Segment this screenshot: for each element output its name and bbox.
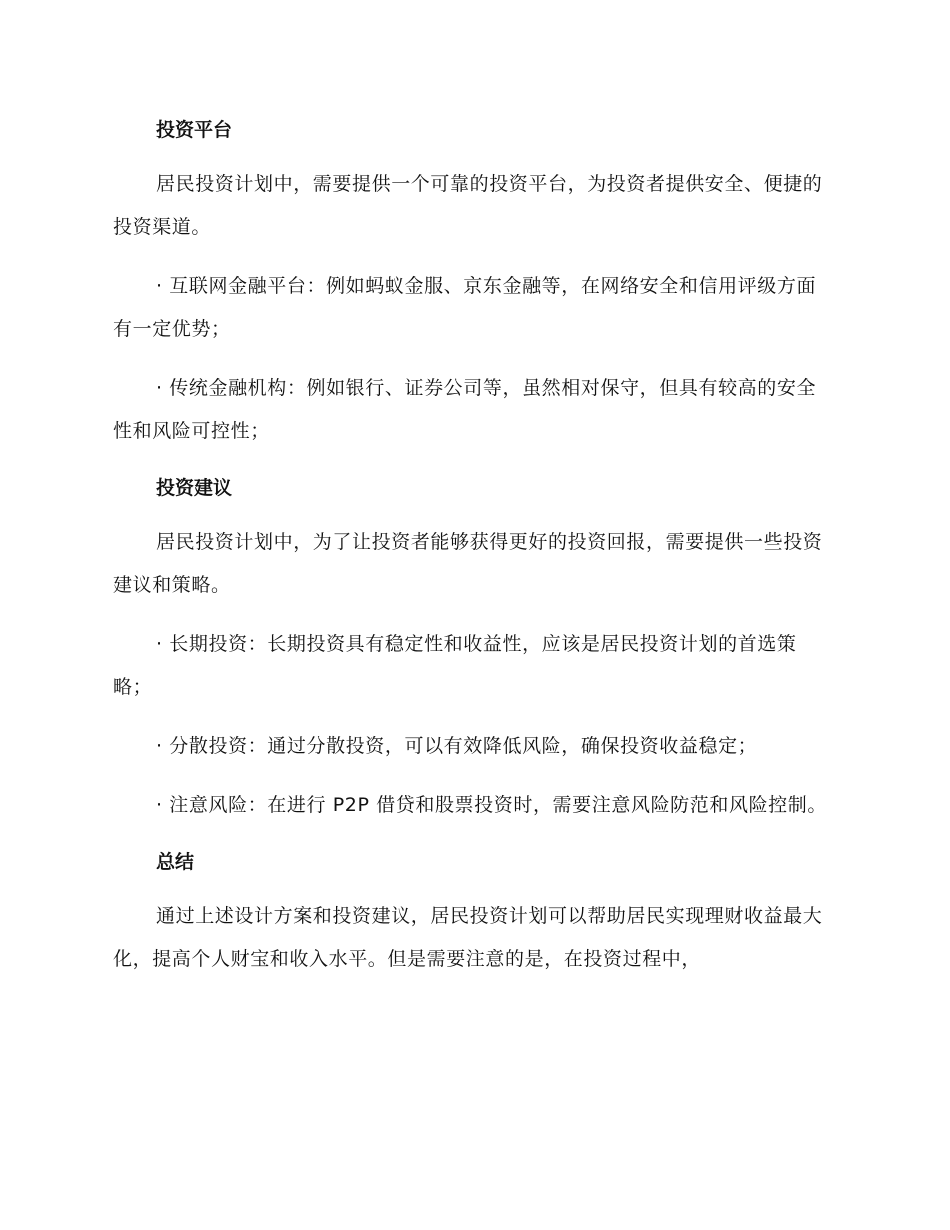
- document-page: [113, 111, 835, 997]
- paragraph: 通过上述设计方案和投资建议，居民投资计划可以帮助居民实现理财收益最大化，提高个人财宝和收入水平。但是需要注意的是，在投资过程中，: [113, 905, 823, 970]
- section-summary: [113, 843, 835, 981]
- section-investment-platform: [113, 111, 835, 453]
- paragraph: 居民投资计划中，需要提供一个可靠的投资平台，为投资者提供安全、便捷的投资渠道。: [113, 173, 823, 238]
- bullet-item: · 分散投资：通过分散投资，可以有效降低风险，确保投资收益稳定；: [156, 735, 758, 757]
- paragraph: 居民投资计划中，为了让投资者能够获得更好的投资回报，需要提供一些投资建议和策略。: [113, 531, 823, 596]
- section-heading: 总结: [156, 851, 195, 873]
- section-heading: 投资建议: [156, 477, 233, 499]
- bullet-item: · 长期投资：长期投资具有稳定性和收益性，应该是居民投资计划的首选策略；: [113, 633, 797, 698]
- section-investment-advice: [113, 469, 835, 827]
- bullet-item: · 互联网金融平台：例如蚂蚁金服、京东金融等，在网络安全和信用评级方面有一定优势；: [113, 275, 817, 340]
- bullet-item: · 注意风险：在进行 P2P 借贷和股票投资时，需要注意风险防范和风险控制。: [156, 794, 827, 816]
- bullet-item: · 传统金融机构：例如银行、证券公司等，虽然相对保守，但具有较高的安全性和风险可控性；: [113, 377, 817, 442]
- section-heading: 投资平台: [156, 119, 233, 141]
